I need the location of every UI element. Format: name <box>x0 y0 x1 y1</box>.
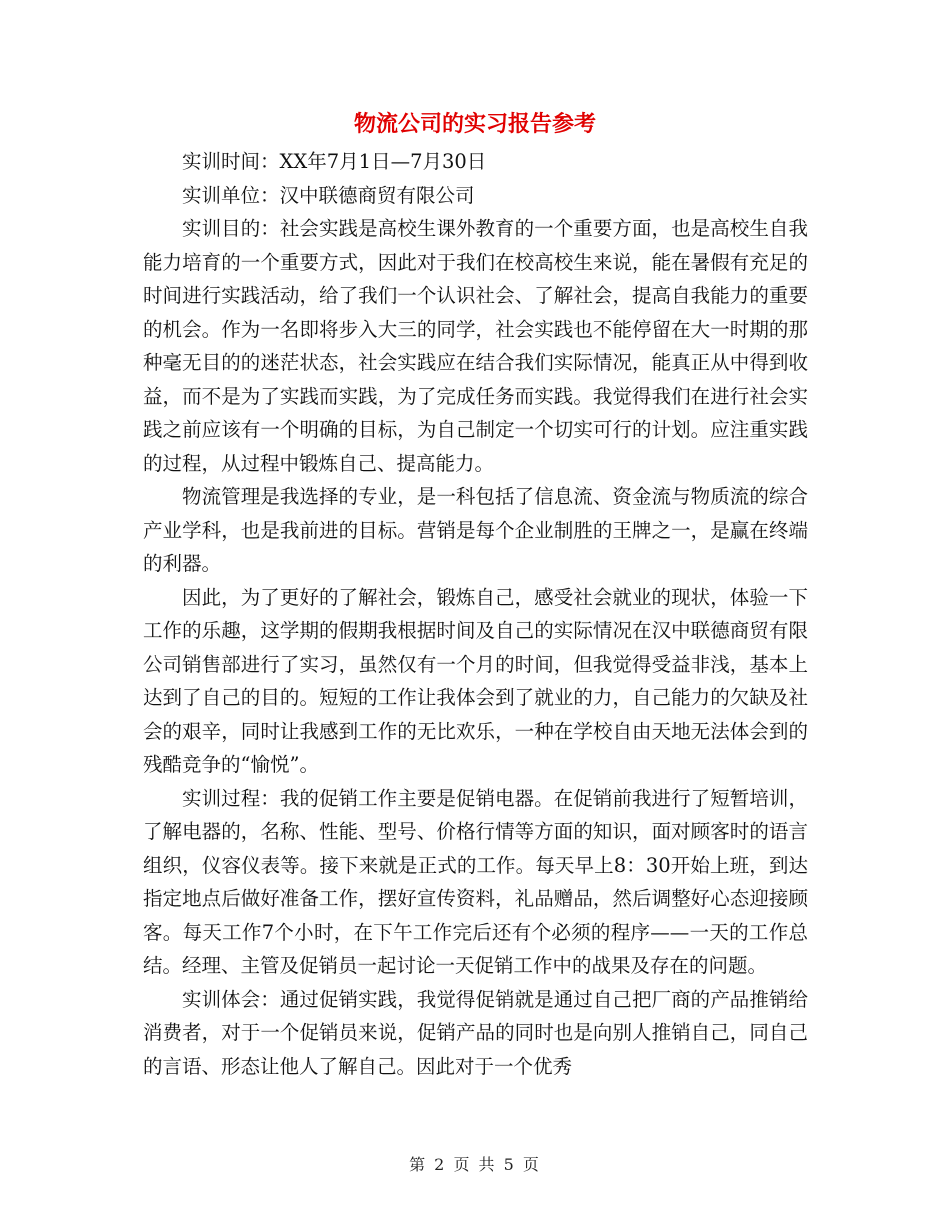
document-title: 物流公司的实习报告参考 <box>353 111 596 137</box>
paragraph-training-experience: 实训体会：通过促销实践，我觉得促销就是通过自己把厂商的产品推销给消费者，对于一个促销员来说，促销产品的同时也是向别人推销自己，同自己的言语、形态让他人了解自己。因此对于一个优秀 <box>143 987 808 1078</box>
document-body <box>143 145 808 1083</box>
paragraph-training-unit: 实训单位：汉中联德商贸有限公司 <box>182 183 475 207</box>
paragraph-training-time: 实训时间：XX年7月1日—7月30日 <box>182 150 487 173</box>
paragraph-training-purpose: 实训目的：社会实践是高校生课外教育的一个重要方面，也是高校生自我能力培育的一个重要方式，因此对于我们在校高校生来说，能在暑假有充足的时间进行实践活动，给了我们一个认识社会、了解社会，提高自我能力的重要的机会。作为一名即将步入大三的同学，社会实践也不能停留在大一时期的那种毫无目的的迷茫状态，社会实践应在结合我们实际情况，能真正从中得到收益，而不是为了实践而实践，为了完成任务而实践。我觉得我们在进行社会实践之前应该有一个明确的目标，为自己制定一个切实可行的计划。应注重实践的过程，从过程中锻炼自己、提高能力。 <box>143 217 808 475</box>
page-footer: 第 2 页 共 5 页 <box>409 1155 541 1174</box>
paragraph-major: 物流管理是我选择的专业，是一科包括了信息流、资金流与物质流的综合产业学科，也是我前进的目标。营销是每个企业制胜的王牌之一，是赢在终端的利器。 <box>143 485 808 575</box>
paragraph-reason: 因此，为了更好的了解社会，锻炼自己，感受社会就业的现状，体验一下工作的乐趣，这学期的假期我根据时间及自己的实际情况在汉中联德商贸有限公司销售部进行了实习，虽然仅有一个月的时间，但我觉得受益非浅，基本上达到了自己的目的。短短的工作让我体会到了就业的力，自己能力的欠缺及社会的艰辛，同时让我感到工作的无比欢乐，一种在学校自由天地无法体会到的残酷竞争的“愉悦”。 <box>143 585 808 776</box>
paragraph-training-process: 实训过程：我的促销工作主要是促销电器。在促销前我进行了短暂培训，了解电器的，名称、性能、型号、价格行情等方面的知识，面对顾客时的语言组织，仪容仪表等。接下来就是正式的工作。每天早上8：30开始上班，到达指定地点后做好准备工作，摆好宣传资料，礼品赠品，然后调整好心态迎接顾客。每天工作7个小时，在下午工作完后还有个必须的程序——一天的工作总结。经理、主管及促销员一起讨论一天促销工作中的战果及存在的问题。 <box>143 786 808 977</box>
